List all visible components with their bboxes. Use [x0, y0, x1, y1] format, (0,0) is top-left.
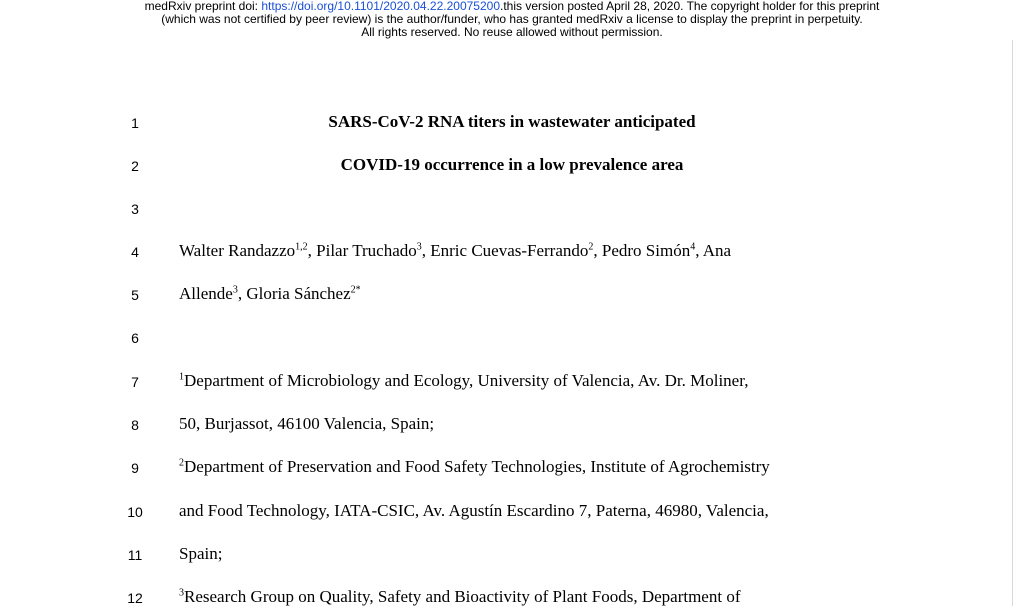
- line-number: 3: [131, 201, 139, 217]
- author-list-line-1: Walter Randazzo$^{1,2}$, Pilar Truchado$^3$, Enric Cuevas-Ferrando$^2$, Pedro Simón$^4$, Ana: [179, 241, 732, 260]
- line-number: 7: [131, 374, 139, 390]
- manuscript-line: [0, 457, 1012, 481]
- title-line-2: COVID-19 occurrence in a low prevalence area: [340, 155, 684, 174]
- header-line-3: All rights reserved. No reuse allowed without permission.: [361, 25, 663, 39]
- affiliation-1-line-1: $^1$Department of Microbiology and Ecology, University of Valencia, Av. Dr. Moliner,: [179, 371, 749, 390]
- manuscript-line: [0, 112, 1012, 136]
- line-number: 2: [131, 158, 139, 174]
- line-number: 6: [131, 330, 139, 346]
- header-line-2: (which was not certified by peer review) is the author/funder, who has granted medRxiv a license to display the preprint in perpetuity.: [161, 12, 863, 26]
- manuscript-line: [0, 414, 1012, 438]
- manuscript-line: [0, 371, 1012, 395]
- line-number: 10: [127, 504, 143, 520]
- manuscript-line: [0, 544, 1012, 568]
- affiliation-2-line-2: and Food Technology, IATA-CSIC, Av. Agustín Escardino 7, Paterna, 46980, Valencia,: [179, 501, 769, 520]
- line-number: 1: [131, 115, 139, 131]
- affiliation-3-line-1: $^3$Research Group on Quality, Safety and Bioactivity of Plant Foods, Department of: [179, 587, 741, 606]
- affiliation-2-line-3: Spain;: [179, 544, 223, 563]
- manuscript-line: [0, 155, 1012, 179]
- doi-link[interactable]: https://doi.org/10.1101/2020.04.22.20075200: [261, 0, 501, 13]
- affiliation-2-line-1: $^2$Department of Preservation and Food Safety Technologies, Institute of Agrochemistry: [179, 457, 770, 476]
- manuscript-line: [0, 501, 1012, 525]
- line-number: 12: [127, 590, 143, 606]
- manuscript-line: [0, 241, 1012, 265]
- manuscript-line: [0, 284, 1012, 308]
- manuscript-line: [0, 198, 1012, 222]
- title-line-1: SARS-CoV-2 RNA titers in wastewater anticipated: [328, 112, 696, 131]
- line-number: 9: [131, 460, 139, 476]
- author-list-line-2: Allende$^3$, Gloria Sánchez$^{2*}$: [179, 284, 361, 303]
- preprint-header: [0, 0, 1024, 39]
- line-number: 4: [131, 244, 139, 260]
- line-number: 8: [131, 417, 139, 433]
- header-line-1: medRxiv preprint doi: https://doi.org/10.1101/2020.04.22.20075200.this version posted April 28, 2020. The copyright holder for this preprint: [144, 0, 880, 13]
- manuscript-line: [0, 587, 1012, 611]
- line-number: 5: [131, 287, 139, 303]
- manuscript-line: [0, 327, 1012, 351]
- line-number: 11: [127, 547, 143, 563]
- affiliation-1-line-2: 50, Burjassot, 46100 Valencia, Spain;: [179, 414, 435, 433]
